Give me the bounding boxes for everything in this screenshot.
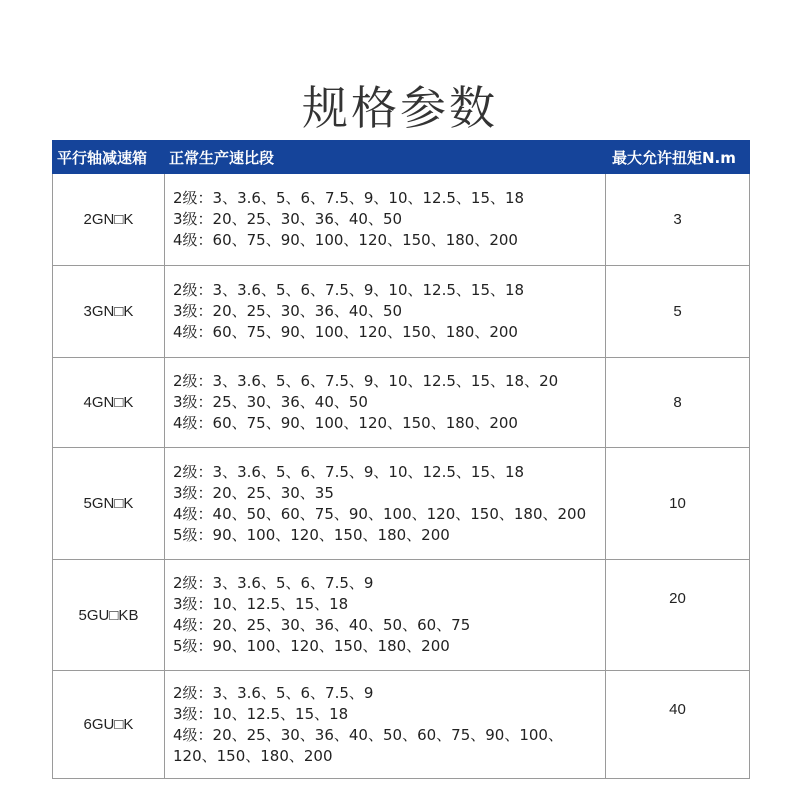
torque-cell: 20 [606,560,750,671]
model-cell: 5GN□K [53,448,165,560]
ratios-cell [165,266,606,358]
table-row [53,174,750,266]
ratios-cell [165,560,606,671]
page-title: 规格参数 [302,81,498,135]
table-header-row [53,141,750,174]
ratio-line: 3级：20、25、30、36、40、50 [173,302,403,320]
model-cell: 6GU□K [53,671,165,779]
ratio-line: 120、150、180、200 [173,746,333,765]
model-cell: 2GN□K [53,174,165,266]
model-cell: 3GN□K [53,266,165,358]
ratio-line: 4级：60、75、90、100、120、150、180、200 [173,323,518,341]
table-row [53,448,750,560]
torque-cell: 5 [606,266,750,358]
ratio-line: 4级：60、75、90、100、120、150、180、200 [173,414,518,432]
table-row [53,266,750,358]
header-ratios: 正常生产速比段 [165,141,606,174]
torque-cell: 8 [606,358,750,448]
ratios-cell [165,174,606,266]
ratio-line: 2级：3、3.6、5、6、7.5、9、10、12.5、15、18 [173,281,525,299]
torque-cell: 40 [606,671,750,779]
torque-cell: 10 [606,448,750,560]
ratio-line: 4级：20、25、30、36、40、50、60、75、90、100、 [173,725,563,744]
ratio-line: 3级：20、25、30、36、40、50 [173,210,403,228]
ratio-line: 5级：90、100、120、150、180、200 [173,637,450,655]
ratio-line: 3级：10、12.5、15、18 [173,595,349,613]
model-cell: 4GN□K [53,358,165,448]
table-row [53,671,750,779]
ratio-line: 2级：3、3.6、5、6、7.5、9 [173,683,374,702]
ratio-line: 3级：25、30、36、40、50 [173,393,368,411]
ratio-line: 4级：60、75、90、100、120、150、180、200 [173,231,518,249]
ratio-line: 2级：3、3.6、5、6、7.5、9、10、12.5、15、18 [173,462,525,481]
ratio-line: 2级：3、3.6、5、6、7.5、9、10、12.5、15、18 [173,189,525,207]
header-model: 平行轴减速箱 [53,141,165,174]
ratio-line: 4级：40、50、60、75、90、100、120、150、180、200 [173,504,587,523]
ratio-line: 2级：3、3.6、5、6、7.5、9、10、12.5、15、18、20 [173,372,559,390]
header-torque: 最大允许扭矩N.m [606,141,750,174]
ratios-cell [165,358,606,448]
table-row [53,358,750,448]
spec-table [52,140,750,779]
ratios-cell [165,671,606,779]
torque-cell: 3 [606,174,750,266]
ratio-line: 2级：3、3.6、5、6、7.5、9 [173,574,374,592]
ratio-line: 3级：10、12.5、15、18 [173,704,349,723]
model-cell: 5GU□KB [53,560,165,671]
table-row [53,560,750,671]
ratio-line: 3级：20、25、30、35 [173,483,334,502]
ratio-line: 5级：90、100、120、150、180、200 [173,525,450,544]
ratio-line: 4级：20、25、30、36、40、50、60、75 [173,616,471,634]
ratios-cell [165,448,606,560]
